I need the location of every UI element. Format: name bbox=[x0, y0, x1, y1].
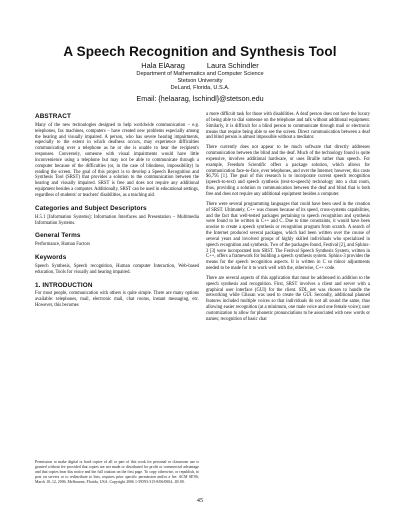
terms-text: Performance, Human Factors bbox=[35, 242, 91, 248]
section-heading: Categories and Subject Descriptors bbox=[35, 204, 147, 212]
page-number: 45 bbox=[196, 497, 204, 504]
section-heading: 1. INTRODUCTION bbox=[35, 281, 93, 289]
section-heading: ABSTRACT bbox=[35, 113, 71, 120]
body-paragraph: a more difficult task for those with disabilities. A deaf person does not have the luxury of being able to dial someone on the telephone and talk without additional equipment. Similarly, it is difficult for a blind person to communicate through mail or electronic means that require being able to see the screen. Direct communication between a deaf and blind person is almost impossible without a mediator. bbox=[206, 112, 370, 141]
left-column bbox=[35, 112, 199, 313]
affiliation-location: DeLand, Florida, U.S.A. bbox=[170, 85, 230, 91]
author-email: Email: {helaarag, lschindl}@stetson.edu bbox=[136, 94, 264, 103]
permission-footnote: Permission to make digital or hard copies of all or part of this work for personal or classroom use is granted without fee provided that copies are not made or distributed for profit or commercial advantage and that copies bear this notice and the full citation on the first page. To copy otherwise, or republish, to post on servers or to redistribute to lists, requires prior specific permission and/or a fee. ACM SE'06, March 10–12, 2006, Melbourne, Florida, USA. Copyright 2006 1-59593-315-8/06/0004...$5.00. bbox=[35, 460, 199, 484]
body-paragraph: There are several aspects of this application that must be addressed in addition to the speech synthesis and recognition. First, SRST involves a client and server with a graphical user interface (GUI) for the client. SDL_net was chosen to handle the networking while Glissan was used to create the GUI. Secondly, additional planned features included multiple voices so that individuals do not all sound the same, thus allowing easier recognition (at a minimum, one male voice and one female voice); user customization to allow for phonetic pronunciations to be associated with new words or names; recognition of basic chat bbox=[206, 275, 370, 322]
section-heading: General Terms bbox=[35, 232, 81, 240]
intro-text: For most people, communication with others is quite simple. There are many options available: telephones, mail, electronic mail, chat rooms, instant messaging, etc. However, this becomes bbox=[35, 291, 199, 309]
paper-title: A Speech Recognition and Synthesis Tool bbox=[63, 44, 337, 59]
body-paragraph: There were several programming languages that could have been used in the creation of SRST. Ultimately, C++ was chosen because of its speed, cross-systems capabilities, and the fact that well-tested packages pertaining to speech recognition and synthesis were found to be written in C++ and C. Due to time constraints, it would have been unwise to create a speech synthesis or recognition program from scratch. A search of the Internet produced several packages, which had been written over the course of several years and involved groups of highly skilled individuals who specialized in speech recognition and synthesis. Two of the packages found, Festival [2], and Sphinx-3 [3] were incorporated into SRST. The Festival Speech Synthesis System, written in C++, offers a framework for building a speech synthesis system. Sphinx-3 provides the means for the speech recognition aspects. It is written in C so minor adjustments needed to be made for it to work well with the, otherwise, C++ code. bbox=[206, 201, 370, 272]
author-name: Laura Schindler bbox=[206, 61, 259, 70]
right-column bbox=[206, 112, 370, 327]
section-heading: Keywords bbox=[35, 254, 67, 262]
keywords-text: Speech Synthesis, Speech recognition, Human computer Interaction, Web-based education, Tools for visually and hearing impaired. bbox=[35, 263, 199, 275]
author-line bbox=[0, 61, 400, 70]
affiliation-department: Department of Mathematics and Computer Science bbox=[136, 71, 264, 77]
body-paragraph: There currently does not appear to be much software that directly addresses communication between the blind and the deaf. Much of the technology found is quite expensive, involves additional hardware, or uses Braille rather than speech. For example, Freedom Scientific offers a package solution, which allows for communication face-to-face, over telephones, and over the Internet; however, this costs $6,795 [1]. The goal of this research is to incorporate current speech recognition (speech-to-text) and speech synthesis (text-to-speech) technology into a chat room, thus, providing a solution to communication between the deaf and blind that is both free and does not require any additional equipment besides a computer. bbox=[206, 145, 370, 197]
author-name: Hala ElAarag bbox=[141, 61, 185, 70]
affiliation-university: Stetson University bbox=[177, 78, 223, 84]
categories-text: H.5.1 [Information Systems]: Information Interfaces and Presentation – Multimedia Information Systems. bbox=[35, 214, 199, 226]
abstract-text: Many of the new technologies designed to help worldwide communication – e.g. telephones, fax machines, computers – have created new problems especially among the hearing and visually impaired. A person, who has severe hearing impairments, especially to the extent in which deafness occurs, may experience difficulties communicating over a telephone as he or she is unable to hear the recipient's responses. Conversely, someone with visual impairments would have little inconvenience using a telephone but may not be able to communicate through a computer because of the difficulties (or, in the case of blindness, impossibility) in reading the screen. The goal of this project is to develop a Speech Recognition and Synthesis Tool (SRST) that provides a solution to the communication between the hearing and visually impaired. SRST is free and does not require any additional equipment besides a computer. Additionally, SRST can be used in educational settings, regardless of students' or teachers' disabilities, as a teaching aid. bbox=[35, 122, 199, 198]
